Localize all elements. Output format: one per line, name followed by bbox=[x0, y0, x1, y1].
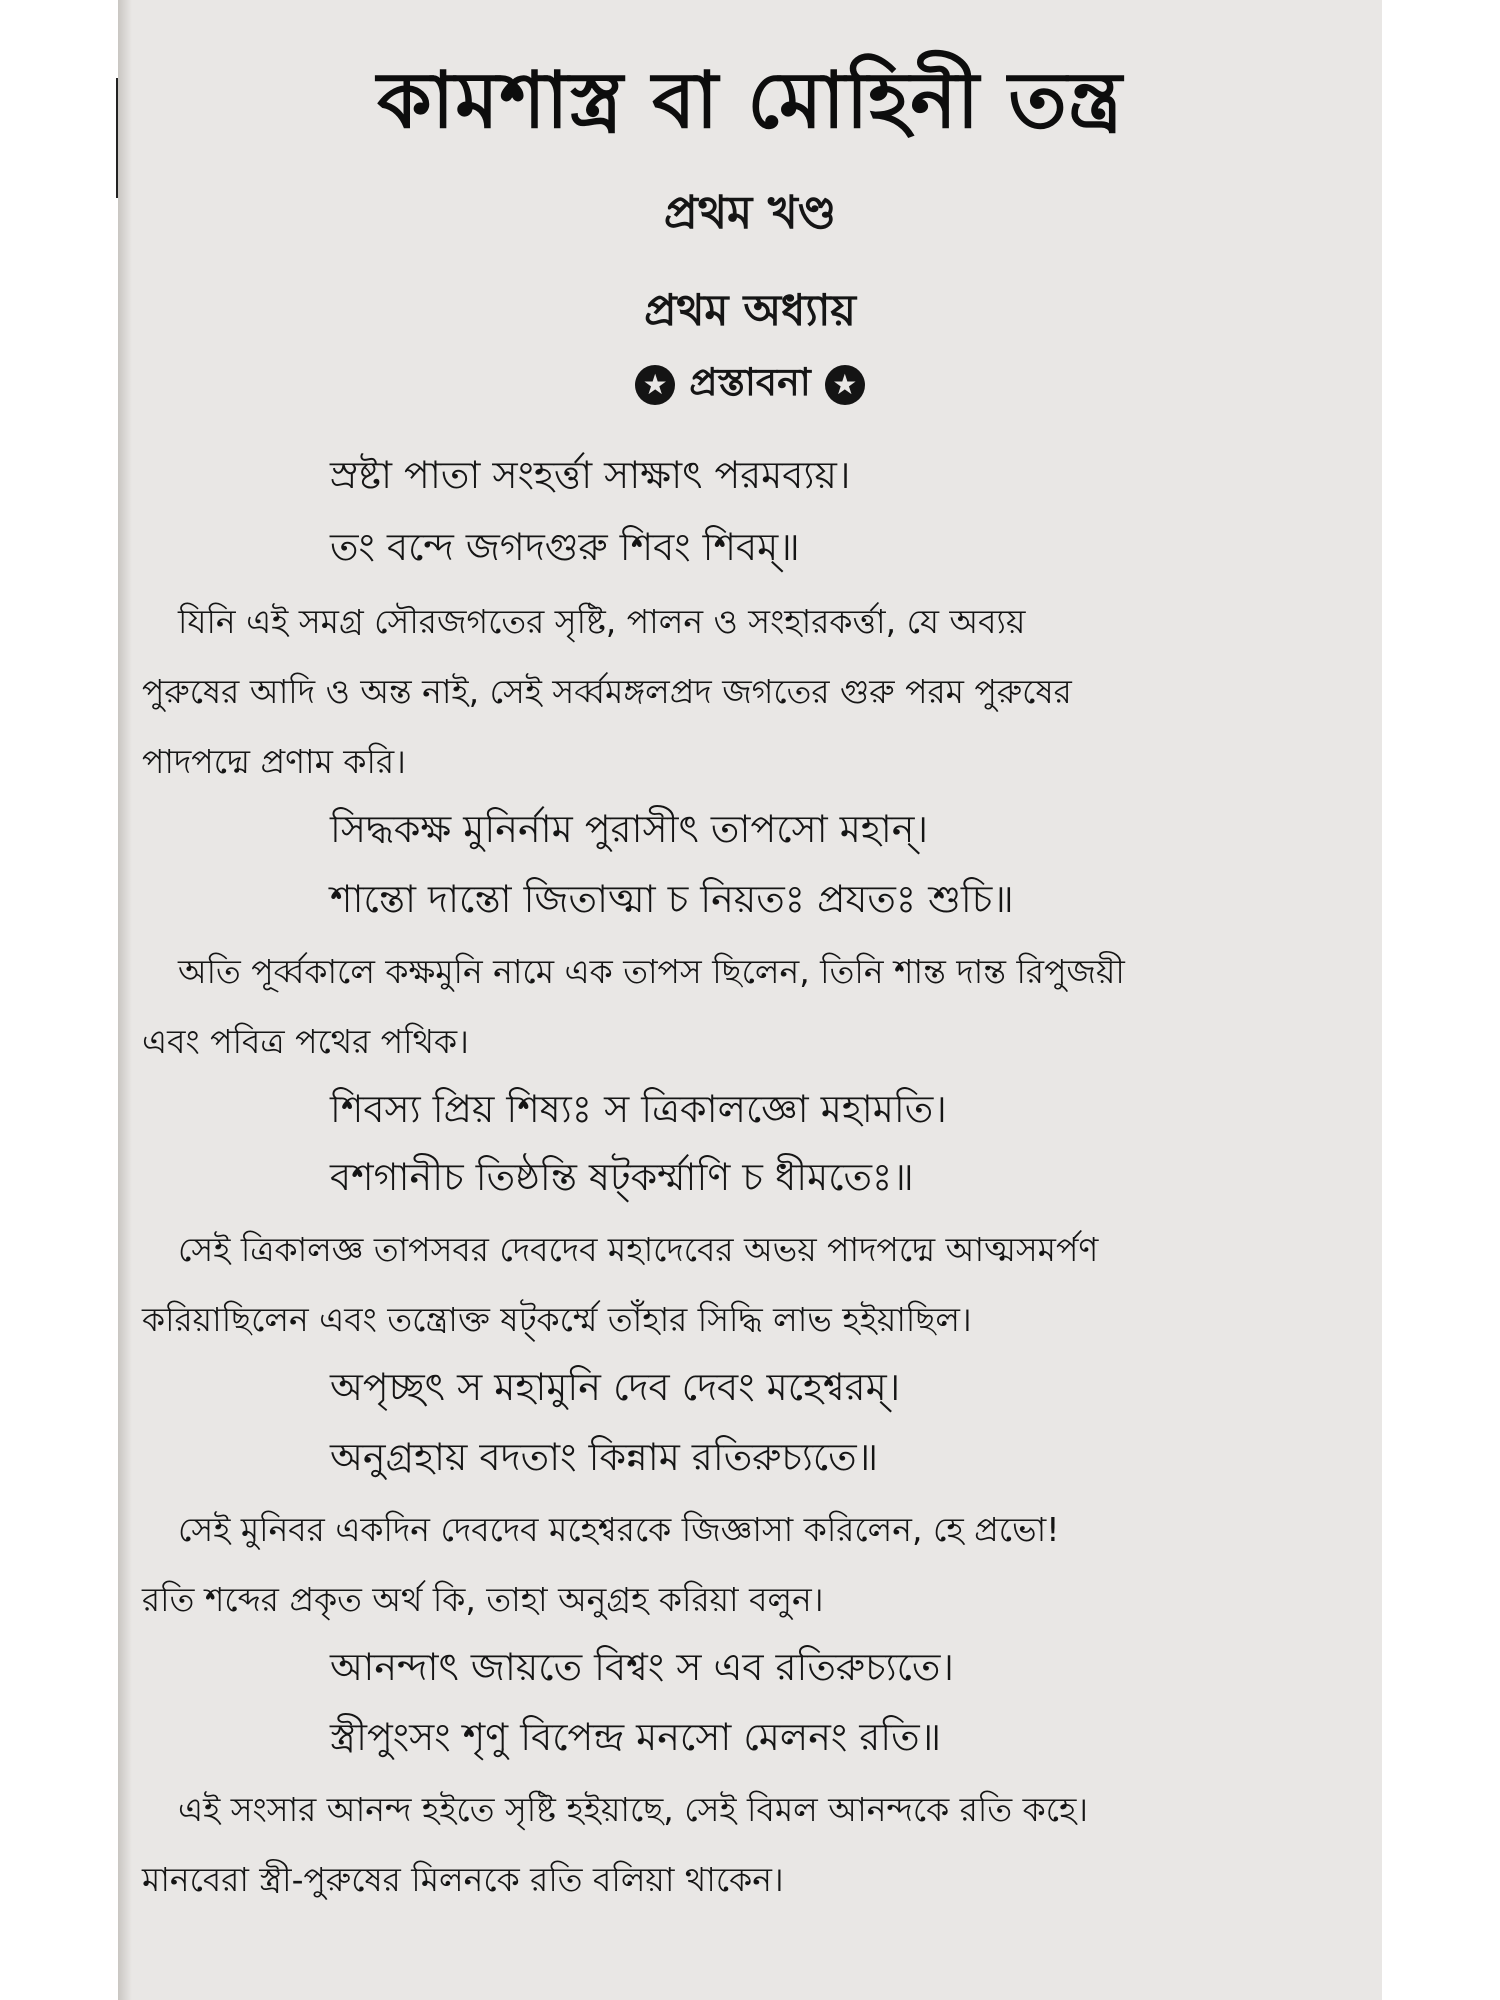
paragraph-line: এই সংসার আনন্দ হইতে সৃষ্টি হইয়াছে, সেই বিমল আনন্দকে রতি কহে। bbox=[178, 1790, 1089, 1829]
verse-line: সিদ্ধকক্ষ মুনির্নাম পুরাসীৎ তাপসো মহান্। bbox=[330, 807, 929, 851]
star-in-circle-icon: ★ bbox=[635, 365, 675, 405]
paragraph-line: যিনি এই সমগ্র সৌরজগতের সৃষ্টি, পালন ও সংহারকর্ত্তা, যে অব্যয় bbox=[178, 602, 1026, 641]
verse-line: স্ত্রীপুংসং শৃণু বিপেন্দ্র মনসো মেলনং রতি॥ bbox=[330, 1715, 942, 1759]
verse-line: আনন্দাৎ জায়তে বিশ্বং স এব রতিরুচ্যতে। bbox=[330, 1645, 954, 1689]
paragraph-line: সেই ত্রিকালজ্ঞ তাপসবর দেবদেব মহাদেবের অভয় পাদপদ্মে আত্মসমর্পণ bbox=[178, 1230, 1099, 1269]
paragraph-line: পুরুষের আদি ও অন্ত নাই, সেই সর্ব্বমঙ্গলপ্রদ জগতের গুরু পরম পুরুষের bbox=[142, 672, 1072, 711]
verse-line: বশগানীচ তিষ্ঠন্তি ষট্‌কর্ম্মাণি চ ধীমতেঃ॥ bbox=[330, 1155, 914, 1199]
chapter-heading: প্রথম অধ্যায় bbox=[644, 286, 856, 336]
introduction-label: প্রস্তাবনা bbox=[689, 360, 811, 404]
star-in-circle-icon: ★ bbox=[825, 365, 865, 405]
verse-line: স্রষ্টা পাতা সংহর্ত্তা সাক্ষাৎ পরমব্যয়। bbox=[330, 453, 851, 497]
introduction-heading bbox=[118, 358, 1382, 412]
paragraph-line: অতি পূর্ব্বকালে কক্ষমুনি নামে এক তাপস ছিলেন, তিনি শান্ত দান্ত রিপুজয়ী bbox=[178, 952, 1125, 991]
verse-line: তং বন্দে জগদগুরু শিবং শিবম্॥ bbox=[330, 525, 800, 569]
verse-line: শান্তো দান্তো জিতাত্মা চ নিয়তঃ প্রযতঃ শুচি॥ bbox=[330, 877, 1014, 921]
verse-line: অপৃচ্ছৎ স মহামুনি দেব দেবং মহেশ্বরম্। bbox=[330, 1365, 901, 1409]
paragraph-line: মানবেরা স্ত্রী-পুরুষের মিলনকে রতি বলিয়া থাকেন। bbox=[142, 1860, 784, 1899]
paragraph-line: রতি শব্দের প্রকৃত অর্থ কি, তাহা অনুগ্রহ করিয়া বলুন। bbox=[142, 1580, 824, 1619]
paragraph-line: সেই মুনিবর একদিন দেবদেব মহেশ্বরকে জিজ্ঞাসা করিলেন, হে প্রভো! bbox=[178, 1510, 1060, 1549]
verse-line: শিবস্য প্রিয় শিষ্যঃ স ত্রিকালজ্ঞো মহামতি। bbox=[330, 1087, 947, 1131]
paragraph-line: পাদপদ্মে প্রণাম করি। bbox=[142, 742, 406, 781]
paragraph-line: এবং পবিত্র পথের পথিক। bbox=[142, 1022, 469, 1061]
book-page bbox=[118, 0, 1382, 2000]
paragraph-line: করিয়াছিলেন এবং তন্ত্রোক্ত ষট্‌কর্ম্মে তাঁহার সিদ্ধি লাভ হইয়াছিল। bbox=[142, 1300, 972, 1339]
verse-line: অনুগ্রহায় বদতাং কিন্নাম রতিরুচ্যতে॥ bbox=[330, 1435, 879, 1479]
page-title: কামশাস্ত্র বা মোহিনী তন্ত্র bbox=[377, 56, 1123, 146]
section-heading: প্রথম খণ্ড bbox=[663, 186, 837, 239]
